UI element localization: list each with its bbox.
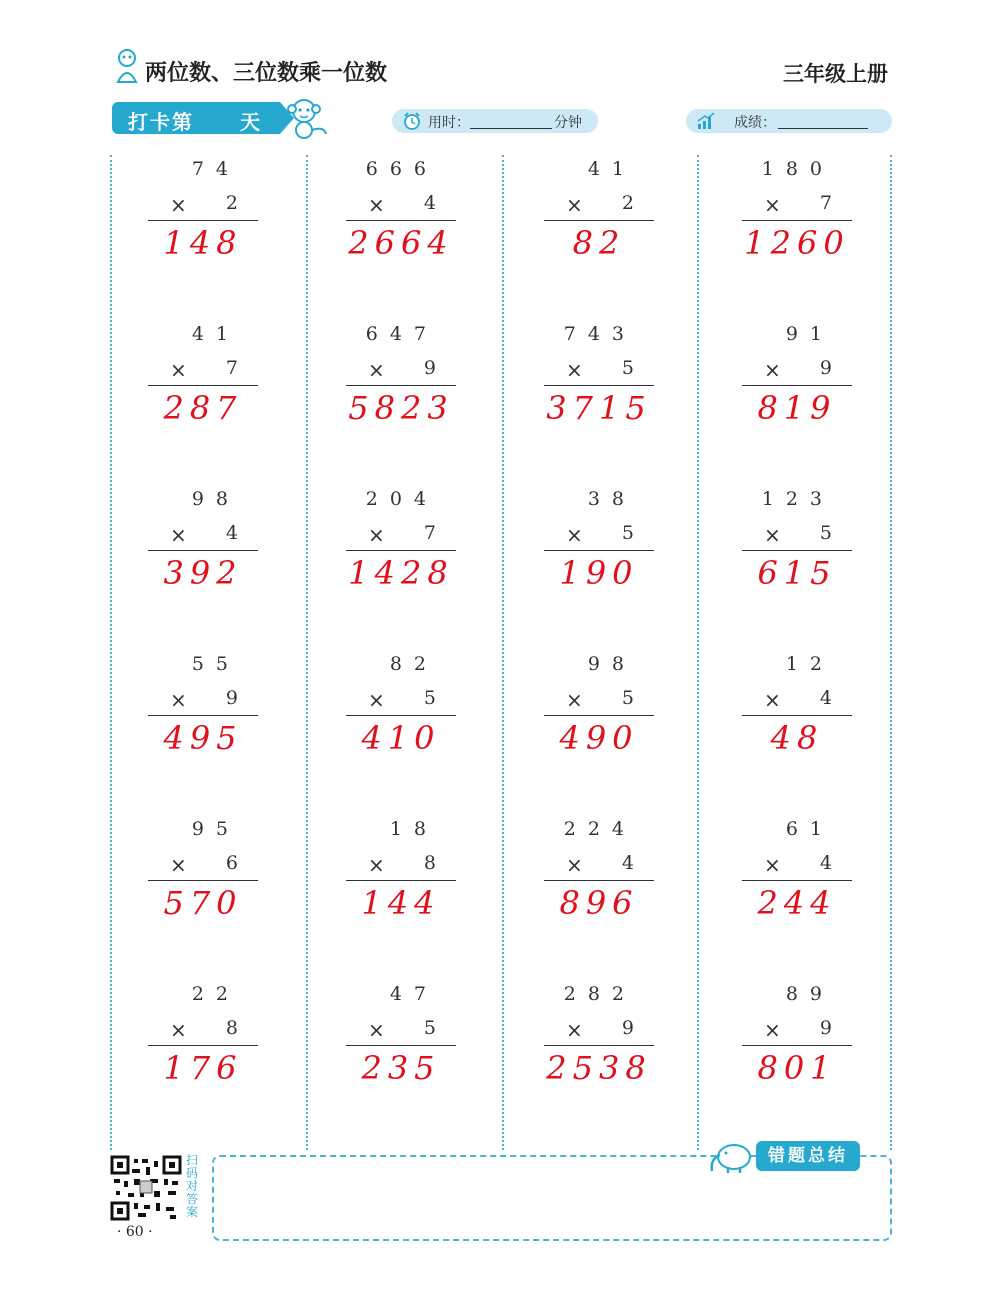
- multiplier: 5: [621, 522, 634, 544]
- handwritten-answer[interactable]: 1260: [744, 224, 850, 262]
- times-sign: ×: [368, 193, 385, 217]
- handwritten-answer[interactable]: 3715: [546, 389, 652, 427]
- answer-rule: [346, 715, 456, 716]
- multiplier: 8: [423, 852, 436, 874]
- answer-rule: [544, 385, 654, 386]
- multiplier: 2: [621, 192, 634, 214]
- multiplier: 9: [819, 357, 832, 379]
- alarm-clock-icon: [402, 111, 422, 131]
- multiplicand: 55: [191, 653, 240, 675]
- multiplication-problem: [346, 818, 456, 938]
- times-sign: ×: [368, 853, 385, 877]
- multiplier: 4: [819, 852, 832, 874]
- times-sign: ×: [764, 1018, 781, 1042]
- multiplicand: 41: [191, 323, 240, 345]
- times-sign: ×: [566, 193, 583, 217]
- handwritten-answer[interactable]: 2538: [546, 1049, 652, 1087]
- answer-rule: [148, 550, 258, 551]
- multiplier: 9: [819, 1017, 832, 1039]
- times-sign: ×: [764, 853, 781, 877]
- times-sign: ×: [368, 523, 385, 547]
- page-title: 两位数、三位数乘一位数: [145, 61, 388, 86]
- elephant-icon: [706, 1137, 756, 1175]
- multiplier: 5: [423, 687, 436, 709]
- multiplicand: 743: [563, 323, 636, 345]
- multiplication-problem: [742, 818, 852, 938]
- answer-rule: [544, 1045, 654, 1046]
- answer-rule: [346, 385, 456, 386]
- multiplication-problem: [544, 158, 654, 278]
- multiplier: 4: [423, 192, 436, 214]
- column-divider: [306, 155, 308, 1150]
- multiplicand: 22: [191, 983, 240, 1005]
- answer-rule: [742, 1045, 852, 1046]
- times-sign: ×: [764, 193, 781, 217]
- multiplier: 7: [225, 357, 238, 379]
- handwritten-answer[interactable]: 801: [757, 1049, 837, 1087]
- multiplier: 5: [819, 522, 832, 544]
- multiplicand: 98: [191, 488, 240, 510]
- times-sign: ×: [170, 523, 187, 547]
- handwritten-answer[interactable]: 570: [163, 884, 243, 922]
- multiplier: 7: [423, 522, 436, 544]
- time-pill: [392, 109, 598, 133]
- multiplicand: 95: [191, 818, 240, 840]
- handwritten-answer[interactable]: 144: [361, 884, 441, 922]
- column-divider: [502, 155, 504, 1150]
- handwritten-answer[interactable]: 896: [559, 884, 639, 922]
- handwritten-answer[interactable]: 819: [757, 389, 837, 427]
- multiplicand: 82: [389, 653, 438, 675]
- handwritten-answer[interactable]: 235: [361, 1049, 441, 1087]
- multiplicand: 282: [563, 983, 636, 1005]
- handwritten-answer[interactable]: 392: [163, 554, 243, 592]
- answer-rule: [742, 385, 852, 386]
- handwritten-answer[interactable]: 82: [572, 224, 626, 262]
- multiplicand: 123: [761, 488, 834, 510]
- times-sign: ×: [368, 1018, 385, 1042]
- multiplicand: 204: [365, 488, 438, 510]
- multiplication-problem: [148, 488, 258, 608]
- times-sign: ×: [170, 688, 187, 712]
- handwritten-answer[interactable]: 2664: [348, 224, 454, 262]
- multiplication-problem: [544, 653, 654, 773]
- multiplication-problem: [544, 488, 654, 608]
- multiplier: 9: [225, 687, 238, 709]
- answer-rule: [544, 550, 654, 551]
- multiplicand: 61: [785, 818, 834, 840]
- handwritten-answer[interactable]: 287: [163, 389, 243, 427]
- multiplier: 4: [819, 687, 832, 709]
- answer-rule: [742, 715, 852, 716]
- chart-icon: [696, 111, 716, 131]
- handwritten-answer[interactable]: 148: [163, 224, 243, 262]
- multiplier: 5: [621, 687, 634, 709]
- handwritten-answer[interactable]: 490: [559, 719, 639, 757]
- multiplication-problem: [148, 653, 258, 773]
- multiplicand: 224: [563, 818, 636, 840]
- multiplier: 9: [621, 1017, 634, 1039]
- times-sign: ×: [170, 853, 187, 877]
- times-sign: ×: [566, 853, 583, 877]
- multiplication-problem: [346, 488, 456, 608]
- times-sign: ×: [764, 523, 781, 547]
- multiplier: 5: [621, 357, 634, 379]
- multiplier: 4: [225, 522, 238, 544]
- multiplication-problem: [346, 653, 456, 773]
- multiplication-problem: [346, 983, 456, 1103]
- logo-icon: [112, 48, 142, 84]
- page-number: · 60 ·: [117, 1224, 153, 1240]
- multiplicand: 98: [587, 653, 636, 675]
- multiplication-problem: [148, 158, 258, 278]
- multiplier: 8: [225, 1017, 238, 1039]
- times-sign: ×: [566, 1018, 583, 1042]
- times-sign: ×: [368, 358, 385, 382]
- multiplicand: 38: [587, 488, 636, 510]
- multiplier: 5: [423, 1017, 436, 1039]
- multiplication-problem: [346, 323, 456, 443]
- multiplicand: 89: [785, 983, 834, 1005]
- multiplicand: 12: [785, 653, 834, 675]
- multiplication-problem: [742, 983, 852, 1103]
- multiplicand: 18: [389, 818, 438, 840]
- times-sign: ×: [566, 523, 583, 547]
- answer-rule: [742, 550, 852, 551]
- grade-label: 三年级上册: [783, 62, 888, 86]
- error-summary-label: 错题总结: [756, 1141, 860, 1171]
- multiplicand: 647: [365, 323, 438, 345]
- handwritten-answer[interactable]: 615: [757, 554, 837, 592]
- handwritten-answer[interactable]: 176: [163, 1049, 243, 1087]
- answer-rule: [148, 715, 258, 716]
- time-unit: 分钟: [554, 115, 582, 131]
- answer-rule: [742, 220, 852, 221]
- multiplication-problem: [544, 818, 654, 938]
- answer-rule: [346, 1045, 456, 1046]
- monkey-icon: [282, 96, 332, 140]
- multiplication-problem: [544, 983, 654, 1103]
- multiplicand: 180: [761, 158, 834, 180]
- answer-rule: [148, 385, 258, 386]
- times-sign: ×: [566, 358, 583, 382]
- answer-rule: [148, 1045, 258, 1046]
- handwritten-answer[interactable]: 410: [361, 719, 441, 757]
- handwritten-answer[interactable]: 244: [757, 884, 837, 922]
- handwritten-answer[interactable]: 495: [163, 719, 243, 757]
- multiplication-problem: [148, 983, 258, 1103]
- score-label: 成绩：: [734, 115, 776, 131]
- answer-rule: [148, 220, 258, 221]
- multiplier: 7: [819, 192, 832, 214]
- multiplier: 9: [423, 357, 436, 379]
- qr-caption: 扫码对答案: [186, 1153, 199, 1219]
- multiplicand: 666: [365, 158, 438, 180]
- answer-rule: [544, 220, 654, 221]
- checkin-prefix: 打卡第: [128, 110, 194, 134]
- checkin-suffix: 天: [240, 110, 260, 134]
- answer-rule: [742, 880, 852, 881]
- times-sign: ×: [170, 358, 187, 382]
- handwritten-answer[interactable]: 190: [559, 554, 639, 592]
- times-sign: ×: [170, 1018, 187, 1042]
- times-sign: ×: [170, 193, 187, 217]
- handwritten-answer[interactable]: 5823: [348, 389, 454, 427]
- times-sign: ×: [764, 688, 781, 712]
- multiplier: 6: [225, 852, 238, 874]
- time-input-line[interactable]: [470, 128, 552, 129]
- answer-rule: [148, 880, 258, 881]
- score-pill: [686, 109, 892, 133]
- multiplication-problem: [544, 323, 654, 443]
- answer-rule: [544, 715, 654, 716]
- handwritten-answer[interactable]: 48: [770, 719, 824, 757]
- multiplicand: 91: [785, 323, 834, 345]
- multiplication-problem: [742, 158, 852, 278]
- multiplier: 2: [225, 192, 238, 214]
- answer-rule: [346, 550, 456, 551]
- multiplication-problem: [742, 323, 852, 443]
- multiplication-problem: [742, 653, 852, 773]
- multiplication-problem: [346, 158, 456, 278]
- multiplication-problem: [148, 323, 258, 443]
- times-sign: ×: [566, 688, 583, 712]
- answer-rule: [346, 220, 456, 221]
- column-divider: [697, 155, 699, 1150]
- multiplicand: 41: [587, 158, 636, 180]
- times-sign: ×: [368, 688, 385, 712]
- multiplication-problem: [148, 818, 258, 938]
- time-label: 用时：: [428, 115, 470, 131]
- multiplicand: 47: [389, 983, 438, 1005]
- score-input-line[interactable]: [778, 128, 868, 129]
- checkin-banner: [112, 102, 280, 134]
- multiplication-problem: [742, 488, 852, 608]
- answer-rule: [346, 880, 456, 881]
- times-sign: ×: [764, 358, 781, 382]
- answer-rule: [544, 880, 654, 881]
- handwritten-answer[interactable]: 1428: [348, 554, 454, 592]
- multiplicand: 74: [191, 158, 240, 180]
- qr-code-icon[interactable]: [110, 1155, 182, 1221]
- multiplier: 4: [621, 852, 634, 874]
